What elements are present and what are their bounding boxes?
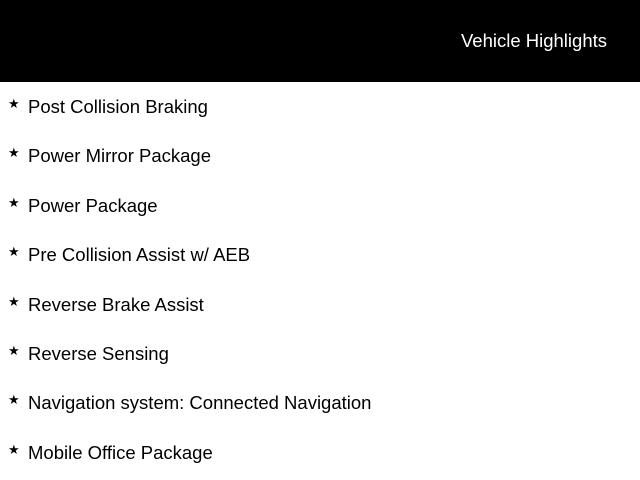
highlight-label: Reverse Sensing: [28, 342, 169, 364]
page-title: Vehicle Highlights: [460, 30, 607, 51]
star-icon: ★: [8, 244, 20, 260]
list-item: [0, 428, 640, 477]
list-item: [0, 329, 640, 378]
highlight-label: Mobile Office Package: [28, 441, 213, 463]
highlight-label: Post Collision Braking: [28, 96, 208, 117]
star-icon: ★: [8, 96, 20, 111]
highlight-label: Power Mirror Package: [28, 145, 212, 167]
header-bar: [0, 0, 640, 82]
highlight-label: Reverse Brake Assist: [28, 293, 204, 315]
highlight-label: Navigation system: Connected Navigation: [28, 392, 372, 414]
highlight-label: Pre Collision Assist w/ AEB: [28, 244, 251, 266]
highlights-list: [0, 82, 640, 477]
star-icon: ★: [8, 194, 20, 210]
list-item: [0, 230, 640, 279]
star-icon: ★: [8, 441, 20, 457]
star-icon: ★: [8, 392, 20, 408]
list-item: [0, 280, 640, 329]
star-icon: ★: [8, 293, 20, 309]
highlight-label: Power Package: [28, 194, 158, 216]
list-item: [0, 181, 640, 230]
list-item: [0, 131, 640, 180]
star-icon: ★: [8, 342, 20, 358]
list-item: [0, 378, 640, 427]
star-icon: ★: [8, 145, 20, 161]
list-item: [0, 82, 640, 131]
